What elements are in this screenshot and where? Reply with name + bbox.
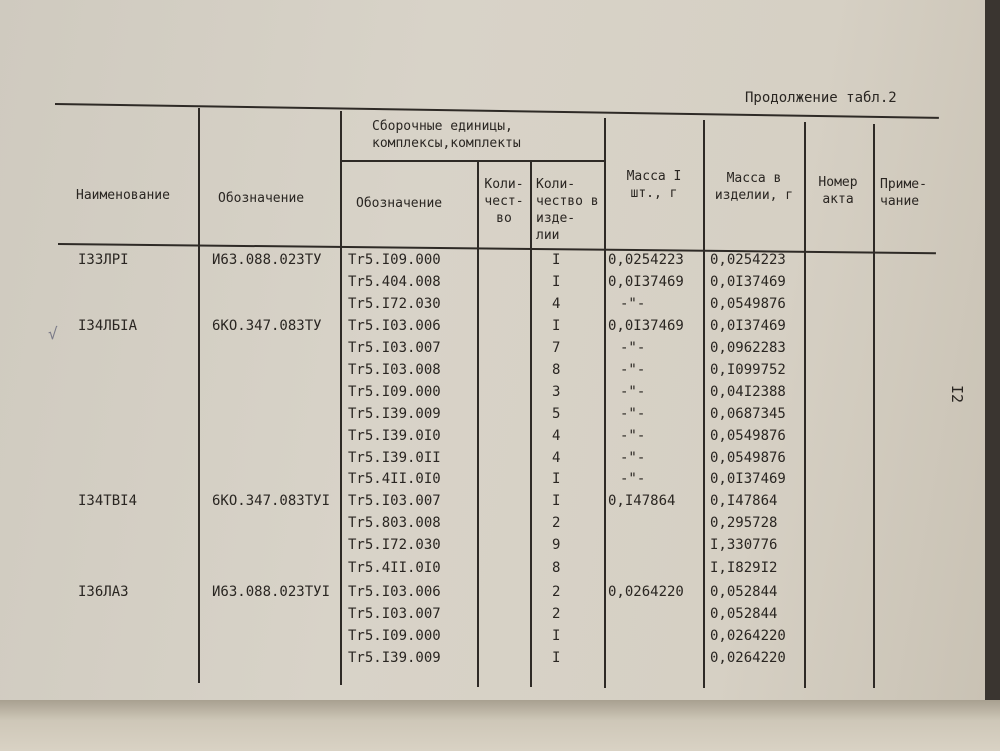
cell-sub-designation: Tr5.I39.009 [348, 406, 441, 422]
cell-designation: 6КО.347.083ТУ [212, 318, 322, 334]
header-name: Наименование [76, 188, 170, 203]
cell-name: I34ЛБIА [78, 318, 138, 334]
column-divider [340, 111, 342, 685]
cell-quantity-in-item: 5 [552, 406, 561, 422]
column-divider [604, 118, 606, 688]
cell-sub-designation: Tr5.I39.009 [348, 650, 441, 666]
cell-mass-item: 0,0254223 [710, 252, 786, 268]
column-divider [198, 108, 200, 683]
cell-mass-item: 0,0549876 [710, 428, 786, 444]
cell-quantity-in-item: 4 [552, 450, 561, 466]
cell-sub-designation: Tr5.I39.0I0 [348, 428, 441, 444]
cell-quantity-in-item: 3 [552, 384, 561, 400]
cell-quantity-in-item: I [552, 252, 561, 268]
cell-mass-unit: -"- [620, 384, 646, 400]
cell-sub-designation: Tr5.I03.006 [348, 584, 441, 600]
cell-sub-designation: Tr5.I72.030 [348, 537, 441, 553]
cell-mass-item: 0,I099752 [710, 362, 786, 378]
cell-sub-designation: Tr5.4II.0I0 [348, 471, 441, 487]
cell-mass-item: 0,0I37469 [710, 274, 786, 290]
group-header-rule [341, 160, 605, 162]
cell-mass-unit: -"- [620, 406, 646, 422]
cell-mass-unit: 0,0264220 [608, 584, 684, 600]
cell-quantity-in-item: I [552, 274, 561, 290]
cell-mass-unit: 0,0254223 [608, 252, 684, 268]
cell-mass-unit: 0,0I37469 [608, 318, 684, 334]
cell-mass-unit: -"- [620, 471, 646, 487]
cell-mass-unit: -"- [620, 428, 646, 444]
cell-sub-designation: Tr5.I09.000 [348, 252, 441, 268]
cell-quantity-in-item: 8 [552, 362, 561, 378]
cell-quantity-in-item: 9 [552, 537, 561, 553]
cell-quantity-in-item: 7 [552, 340, 561, 356]
cell-sub-designation: Tr5.404.008 [348, 274, 441, 290]
header-mass-unit: Масса I шт., г [626, 169, 682, 201]
cell-quantity-in-item: 2 [552, 584, 561, 600]
cell-mass-item: 0,052844 [710, 606, 778, 622]
check-mark-icon: √ [48, 324, 58, 343]
cell-sub-designation: Tr5.803.008 [348, 515, 441, 531]
cell-mass-item: 0,04I2388 [710, 384, 786, 400]
header-quantity: Коли- чест- во [484, 177, 524, 226]
cell-quantity-in-item: I [552, 493, 561, 509]
cell-sub-designation: Tr5.I03.007 [348, 340, 441, 356]
cell-sub-designation: Tr5.I03.006 [348, 318, 441, 334]
cell-sub-designation: Tr5.I09.000 [348, 628, 441, 644]
cell-name: I33ЛРI [78, 252, 129, 268]
cell-quantity-in-item: 2 [552, 515, 561, 531]
page-number: I2 [948, 384, 967, 404]
cell-designation: И63.088.023ТУ [212, 252, 322, 268]
header-quantity-in-item: Коли- чество в изде- лии [536, 177, 599, 243]
cell-mass-item: 0,0I37469 [710, 471, 786, 487]
cell-mass-item: 0,052844 [710, 584, 778, 600]
header-sub-designation: Обозначение [356, 196, 443, 211]
cell-quantity-in-item: 2 [552, 606, 561, 622]
cell-mass-item: I,I829I2 [710, 560, 778, 576]
cell-quantity-in-item: I [552, 650, 561, 666]
column-divider [873, 124, 875, 688]
cell-mass-item: 0,0264220 [710, 628, 786, 644]
column-divider [804, 122, 806, 688]
cell-mass-item: 0,I47864 [710, 493, 778, 509]
cell-mass-item: I,330776 [710, 537, 778, 553]
cell-designation: 6КО.347.083ТУI [212, 493, 331, 509]
cell-quantity-in-item: I [552, 628, 561, 644]
cell-mass-item: 0,0962283 [710, 340, 786, 356]
header-note: Приме- чание [880, 177, 927, 209]
column-divider [703, 120, 705, 688]
cell-name: I34ТВI4 [78, 493, 138, 509]
page-edge [0, 700, 1000, 751]
header-act-number: Номер акта [818, 175, 858, 207]
cell-sub-designation: Tr5.I03.007 [348, 493, 441, 509]
cell-mass-unit: -"- [620, 362, 646, 378]
header-mass-item: Масса в изделии, г [714, 171, 794, 203]
cell-mass-unit: -"- [620, 450, 646, 466]
cell-designation: И63.088.023ТУI [212, 584, 331, 600]
cell-mass-item: 0,0I37469 [710, 318, 786, 334]
column-divider [530, 162, 532, 687]
cell-sub-designation: Tr5.I09.000 [348, 384, 441, 400]
cell-mass-item: 0,295728 [710, 515, 778, 531]
cell-quantity-in-item: 4 [552, 428, 561, 444]
cell-sub-designation: Tr5.I03.008 [348, 362, 441, 378]
cell-quantity-in-item: I [552, 318, 561, 334]
cell-mass-unit: -"- [620, 296, 646, 312]
cell-mass-item: 0,0549876 [710, 450, 786, 466]
cell-mass-unit: -"- [620, 340, 646, 356]
column-divider [477, 162, 479, 687]
cell-sub-designation: Tr5.4II.0I0 [348, 560, 441, 576]
cell-mass-item: 0,0687345 [710, 406, 786, 422]
cell-mass-item: 0,0264220 [710, 650, 786, 666]
cell-name: I36ЛА3 [78, 584, 129, 600]
cell-quantity-in-item: 4 [552, 296, 561, 312]
cell-mass-unit: 0,0I37469 [608, 274, 684, 290]
cell-sub-designation: Tr5.I03.007 [348, 606, 441, 622]
table-caption: Продолжение табл.2 [745, 90, 897, 106]
cell-sub-designation: Tr5.I72.030 [348, 296, 441, 312]
cell-quantity-in-item: I [552, 471, 561, 487]
cell-sub-designation: Tr5.I39.0II [348, 450, 441, 466]
cell-mass-unit: 0,I47864 [608, 493, 676, 509]
header-designation: Обозначение [218, 191, 305, 206]
header-assembly-group: Сборочные единицы, комплексы,комплекты [372, 119, 521, 151]
cell-quantity-in-item: 8 [552, 560, 561, 576]
cell-mass-item: 0,0549876 [710, 296, 786, 312]
